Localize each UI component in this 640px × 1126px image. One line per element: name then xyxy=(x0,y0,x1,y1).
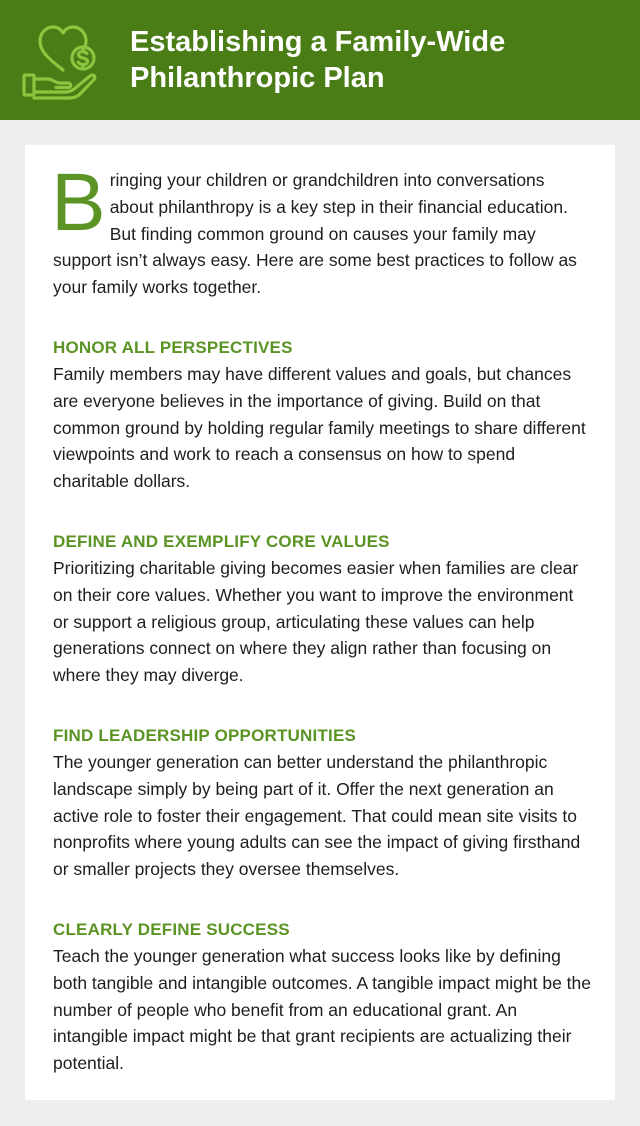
section-body: Prioritizing charitable giving becomes easier when families are clear on their core values. Whether you want to improve the environment or support a religious group, articulating these values can help generations connect on where they align rather than focusing on where they may diverge. xyxy=(53,557,579,686)
article-content xyxy=(51,157,593,1077)
section-heading: FIND LEADERSHIP OPPORTUNITIES xyxy=(53,725,357,745)
section-leadership xyxy=(53,723,593,883)
section-body: Family members may have different values and goals, but chances are everyone believes in the importance of giving. Build on that common ground by holding regular family meetings to share different viewpoints and work to reach a consensus on how to spend charitable dollars. xyxy=(53,363,586,492)
section-core-values xyxy=(53,529,593,689)
section-heading: HONOR ALL PERSPECTIVES xyxy=(53,337,293,357)
article-card xyxy=(25,145,615,1100)
section-heading: DEFINE AND EXEMPLIFY CORE VALUES xyxy=(53,531,390,551)
section-body: The younger generation can better understand the philanthropic landscape simply by being part of it. Offer the next generation an active role to foster their engagement. That could mean site visits to nonprofits where young adults can see the impact of giving firsthand or smaller projects they oversee themselves. xyxy=(53,751,581,880)
intro-paragraph xyxy=(51,157,593,301)
page-title: Establishing a Family-Wide Philanthropic Plan xyxy=(130,26,506,94)
intro-text: ringing your children or grandchildren into conversations about philanthropy is a key step in their financial education. But finding common ground on causes your family may support isn’t always easy. Here are some best practices to follow as your family works together. xyxy=(53,170,577,298)
section-honor-perspectives xyxy=(53,335,593,495)
section-heading: CLEARLY DEFINE SUCCESS xyxy=(53,919,290,939)
hand-heart-dollar-icon xyxy=(22,20,104,100)
section-body: Teach the younger generation what success looks like by defining both tangible and intangible outcomes. A tangible impact might be the number of people who benefit from an educational grant. An intangible impact might be that grant recipients are actualizing their potential. xyxy=(53,945,592,1074)
drop-cap: B xyxy=(51,157,106,248)
page-header xyxy=(0,0,640,120)
section-define-success xyxy=(53,917,593,1077)
